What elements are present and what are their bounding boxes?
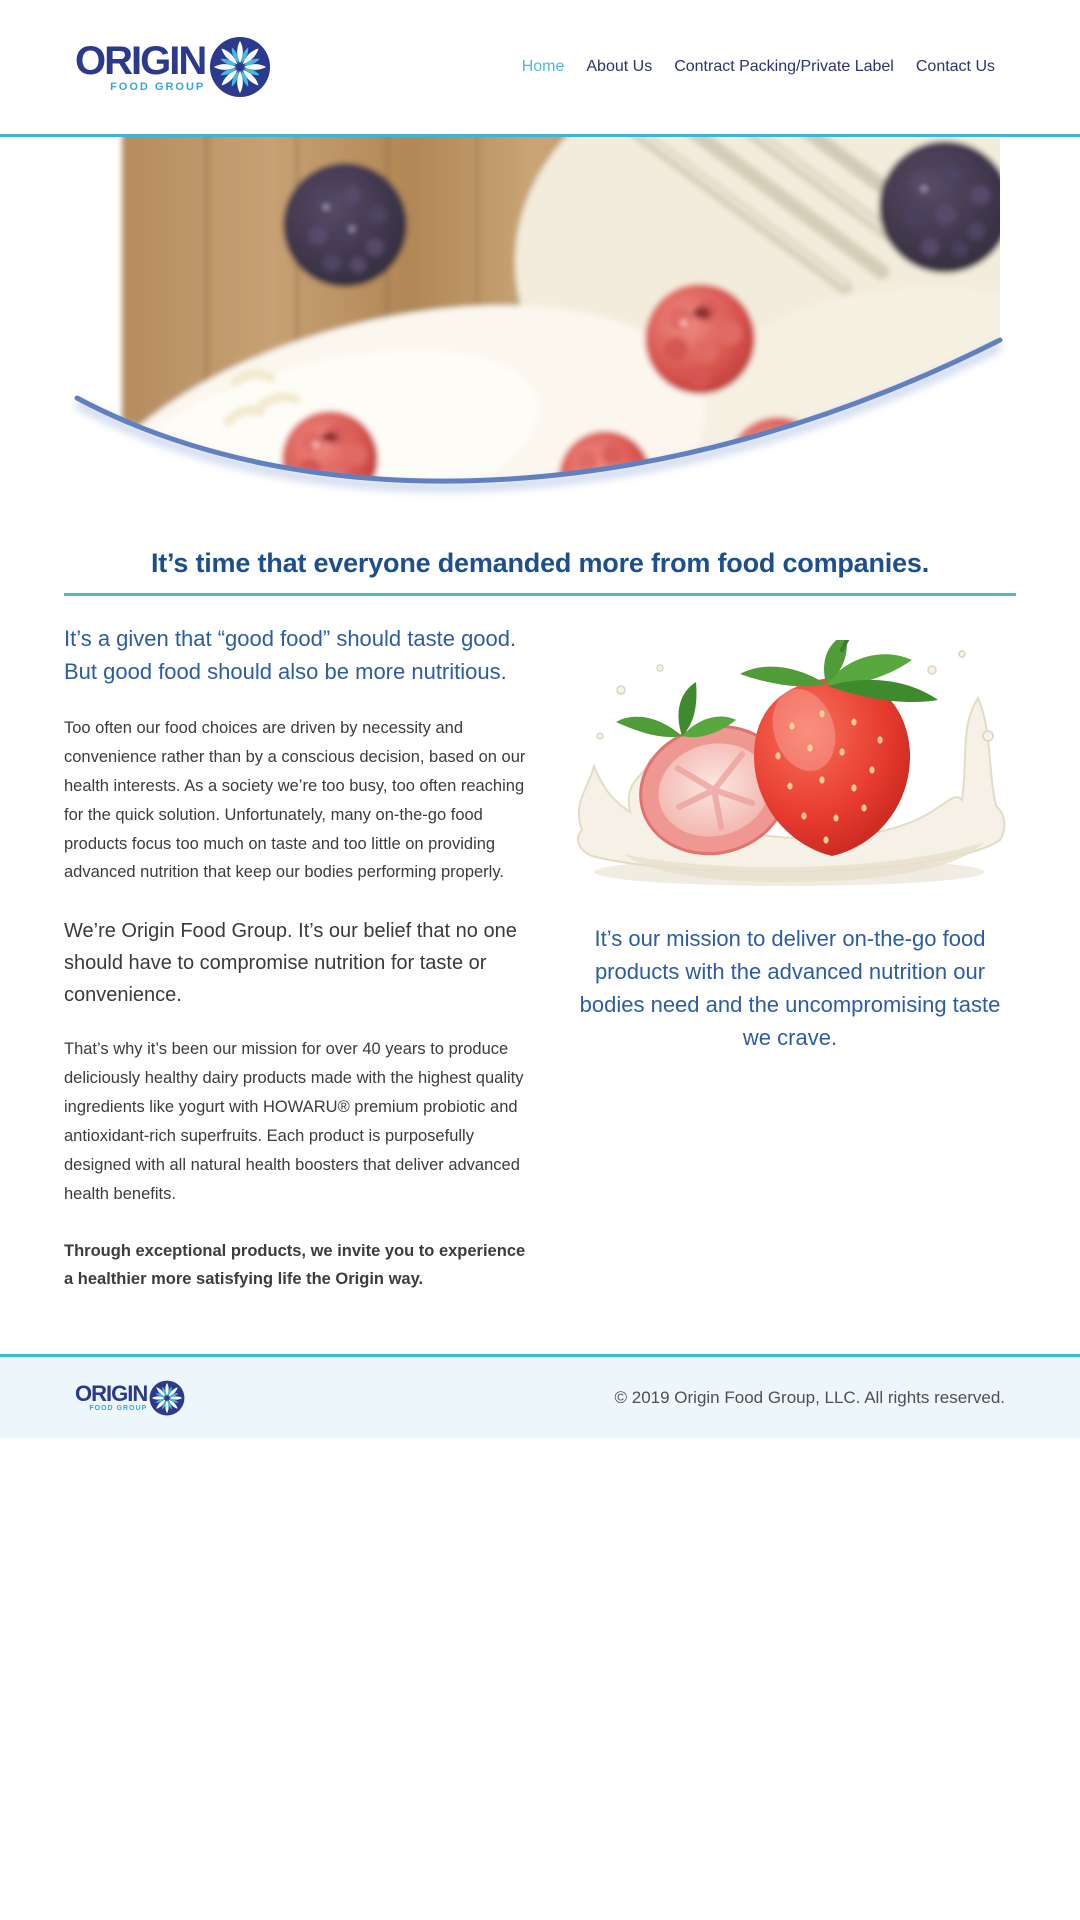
copyright-text: © 2019 Origin Food Group, LLC. All rights reserved. <box>614 1387 1005 1407</box>
page-headline: It’s time that everyone demanded more from food companies. <box>64 548 1016 596</box>
nav-link-about-us[interactable]: About Us <box>586 58 653 75</box>
paragraph-mission-history: That’s why it’s been our mission for over 40 years to produce deliciously healthy dairy products made with the highest quality ingredients like yogurt with HOWARU® premium probiotic and antioxidant-rich superfruits. Each product is purposefully designed with all natural health boosters that deliver advanced health benefits. <box>64 1040 524 1203</box>
brand-flower-icon <box>209 36 271 98</box>
hero-photo <box>0 137 1080 502</box>
nav-link-contract-packing[interactable]: Contract Packing/Private Label <box>674 58 894 75</box>
main-content <box>64 548 1016 1354</box>
text-column <box>64 622 534 1294</box>
footer-brand-logo[interactable] <box>75 1380 185 1416</box>
blackberry <box>879 141 1011 273</box>
raspberry <box>645 284 755 394</box>
paragraph-food-choices: Too often our food choices are driven by necessity and convenience rather than by a conscious decision, based on our health interests. As a society we’re too busy, too often reaching for the quick solution. Unfortunately, many on-the-go food products focus too much on taste and too little on providing advanced nutrition that keep our bodies performing properly. <box>64 719 526 882</box>
mission-statement: It’s our mission to deliver on-the-go food products with the advanced nutrition our bodies need and the uncompromising taste we crave. <box>579 926 1001 1050</box>
brand-tagline: FOOD GROUP <box>110 80 206 93</box>
blackberry <box>283 163 407 287</box>
strawberry-splash-image <box>564 640 1016 896</box>
intro-subheading: It’s a given that “good food” should taste good. But good food should also be more nutritious. <box>64 626 517 684</box>
belief-subheading: We’re Origin Food Group. It’s our belief that no one should have to compromise nutrition for taste or convenience. <box>64 920 517 1007</box>
footer-brand-flower-icon <box>149 1380 185 1416</box>
site-footer <box>0 1354 1080 1438</box>
footer-brand-tagline: FOOD GROUP <box>89 1404 148 1412</box>
nav-link-contact-us[interactable]: Contact Us <box>915 58 995 75</box>
hero-section <box>0 137 1080 502</box>
brand-name: ORIGIN <box>75 38 206 83</box>
footer-brand-name: ORIGIN <box>75 1380 148 1406</box>
site-header <box>0 0 1080 137</box>
image-column <box>564 622 1016 1294</box>
nav-link-home[interactable]: Home <box>521 58 565 75</box>
brand-logo[interactable] <box>75 36 271 98</box>
main-nav <box>522 58 995 76</box>
paragraph-invitation: Through exceptional products, we invite you to experience a healthier more satisfying life the Origin way. <box>64 1241 526 1289</box>
